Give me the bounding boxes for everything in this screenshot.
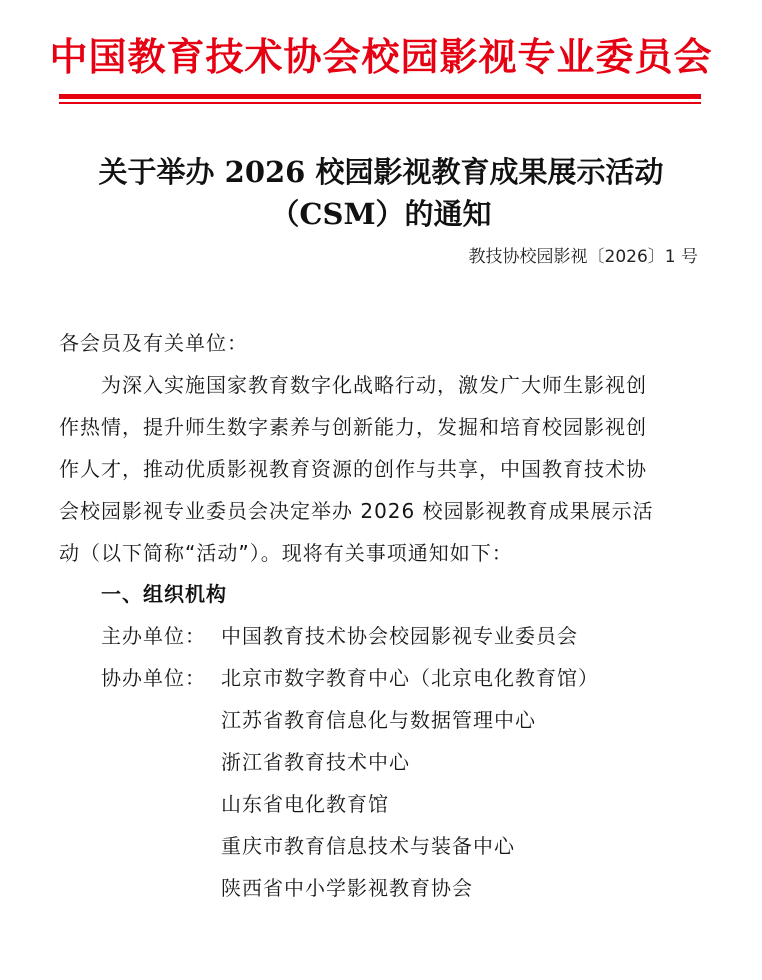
document-title-line-2: （CSM）的通知 <box>270 197 492 231</box>
letterhead-thin-rule <box>59 102 701 104</box>
document-number: 教技协校园影视〔2026〕1 号 <box>468 247 698 267</box>
intro-line: 会校园影视专业委员会决定举办 2026 校园影视教育成果展示活 <box>59 499 654 523</box>
letterhead-organization-title: 中国教育技术协会校园影视专业委员会 <box>49 35 713 79</box>
letterhead-thick-rule <box>59 94 701 99</box>
coorganizer-item: 重庆市教育信息技术与装备中心 <box>221 834 515 858</box>
intro-line: 作热情，提升师生数字素养与创新能力，发掘和培育校园影视创 <box>59 415 647 439</box>
coorganizer-item: 山东省电化教育馆 <box>221 792 389 816</box>
salutation: 各会员及有关单位： <box>59 331 248 355</box>
intro-line: 作人才，推动优质影视教育资源的创作与共享，中国教育技术协 <box>59 457 647 481</box>
host-label: 主办单位： <box>101 624 206 648</box>
coorganizer-item: 北京市数字教育中心（北京电化教育馆） <box>221 666 599 690</box>
intro-line: 动（以下简称“活动”）。现将有关事项通知如下： <box>59 541 513 565</box>
intro-line: 为深入实施国家教育数字化战略行动，激发广大师生影视创 <box>101 373 647 397</box>
document-title-line-1: 关于举办 2026 校园影视教育成果展示活动 <box>98 155 664 189</box>
coorganizer-item: 江苏省教育信息化与数据管理中心 <box>221 708 536 732</box>
coorganizer-item: 浙江省教育技术中心 <box>221 750 410 774</box>
host-value: 中国教育技术协会校园影视专业委员会 <box>221 624 578 648</box>
section-heading-organization: 一、组织机构 <box>101 582 227 606</box>
coorganizer-label: 协办单位： <box>101 666 206 690</box>
coorganizer-item: 陕西省中小学影视教育协会 <box>221 876 473 900</box>
